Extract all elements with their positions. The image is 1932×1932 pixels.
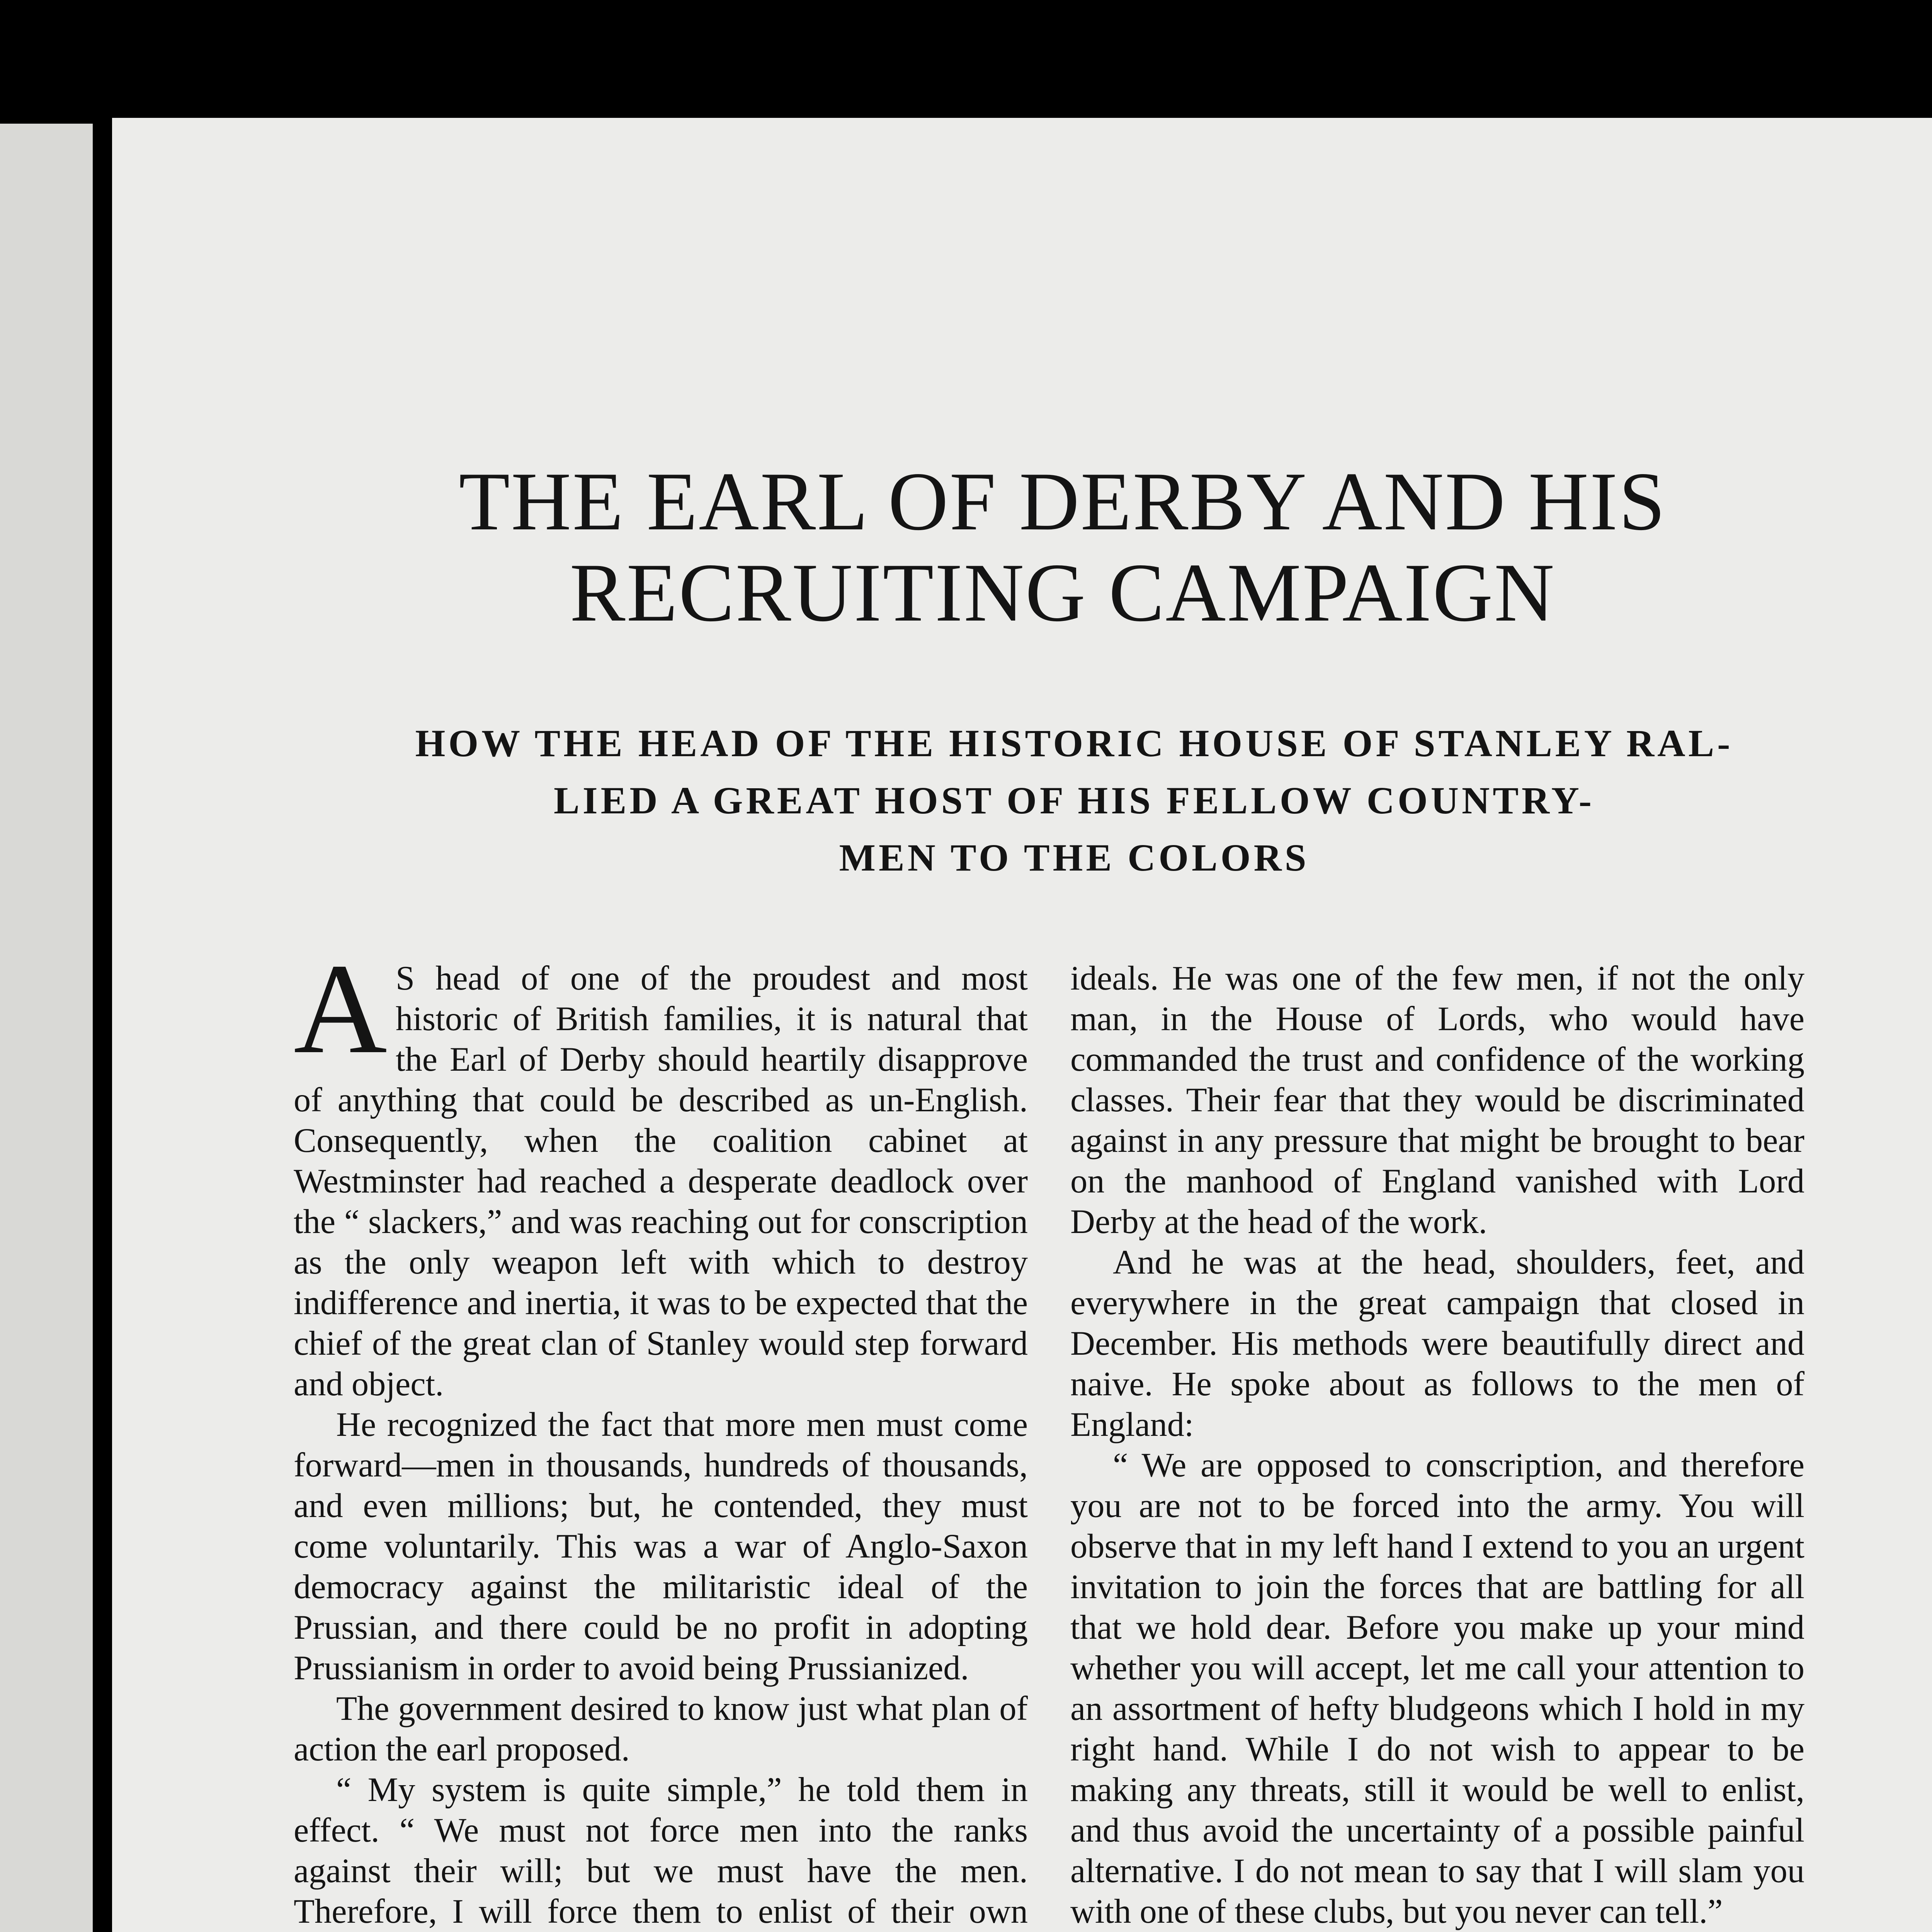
facing-page-edge <box>0 124 93 1932</box>
subtitle-line-1: HOW THE HEAD OF THE HISTORIC HOUSE OF STANLEY RAL- <box>415 722 1733 765</box>
paragraph: “ My system is quite simple,” he told them in effect. “ We must not force men into the ranks against their will; but we must have the men. Therefore, I will force them to enlist of their own <box>294 1771 1028 1930</box>
paragraph: He recognized the fact that more men must come forward—men in thousands, hundreds of thousands, and even millions; but, he contended, they must come voluntarily. This was a war of Anglo-Saxon democracy against the militaristic ideal of the Prussian, and there could be no profit in adopting Prussianism in order to avoid being Prussianized. <box>294 1406 1028 1687</box>
subtitle-line-2: LIED A GREAT HOST OF HIS FELLOW COUNTRY- <box>554 779 1595 822</box>
title-line-2: RECRUITING CAMPAIGN <box>570 546 1556 639</box>
title-line-1: THE EARL OF DERBY AND HIS <box>459 455 1667 548</box>
drop-cap: A <box>294 937 387 1080</box>
article-subtitle <box>321 715 1828 886</box>
paragraph: The government desired to know just what plan of action the earl proposed. <box>294 1690 1028 1768</box>
right-column <box>1070 958 1804 1932</box>
paragraph <box>294 937 1028 1405</box>
subtitle-line-3: MEN TO THE COLORS <box>839 836 1310 879</box>
article-title <box>270 456 1855 638</box>
left-column <box>294 937 1028 1932</box>
paragraph: And he was at the head, shoulders, feet, and everywhere in the great campaign that closed in December. His methods were beautifully direct and naive. He spoke about as follows to the men of England: <box>1070 1243 1804 1444</box>
paragraph: ideals. He was one of the few men, if not the only man, in the House of Lords, who would have commanded the trust and confidence of the working classes. Their fear that they would be discriminated against in any pressure that might be brought to bear on the manhood of England vanished with Lord Derby at the head of the work. <box>1070 959 1804 1241</box>
paragraph-text: S head of one of the proudest and most historic of British families, it is natural that the Earl of Derby should heartily disapprove of anything that could be described as un-English. Consequently, when the coalition cabinet at Westminster had reached a desperate deadlock over the “ slackers,” and was reaching out for conscription as the only weapon left with which to destroy indifference and inertia, it was to be expected that the chief of the great clan of Stanley would step forward and object. <box>294 959 1028 1403</box>
paragraph: “ We are opposed to conscription, and therefore you are not to be forced into the army. You will observe that in my left hand I extend to you an urgent invitation to join the forces that are battling for all that we hold dear. Before you make up your mind whether you will accept, let me call your attention to an assortment of hefty bludgeons which I hold in my right hand. While I do not wish to appear to be making any threats, still it would be well to enlist, and thus avoid the uncertainty of a possible painful alternative. I do not mean to say that I will slam you with one of these clubs, but you never can tell.” <box>1070 1446 1804 1930</box>
